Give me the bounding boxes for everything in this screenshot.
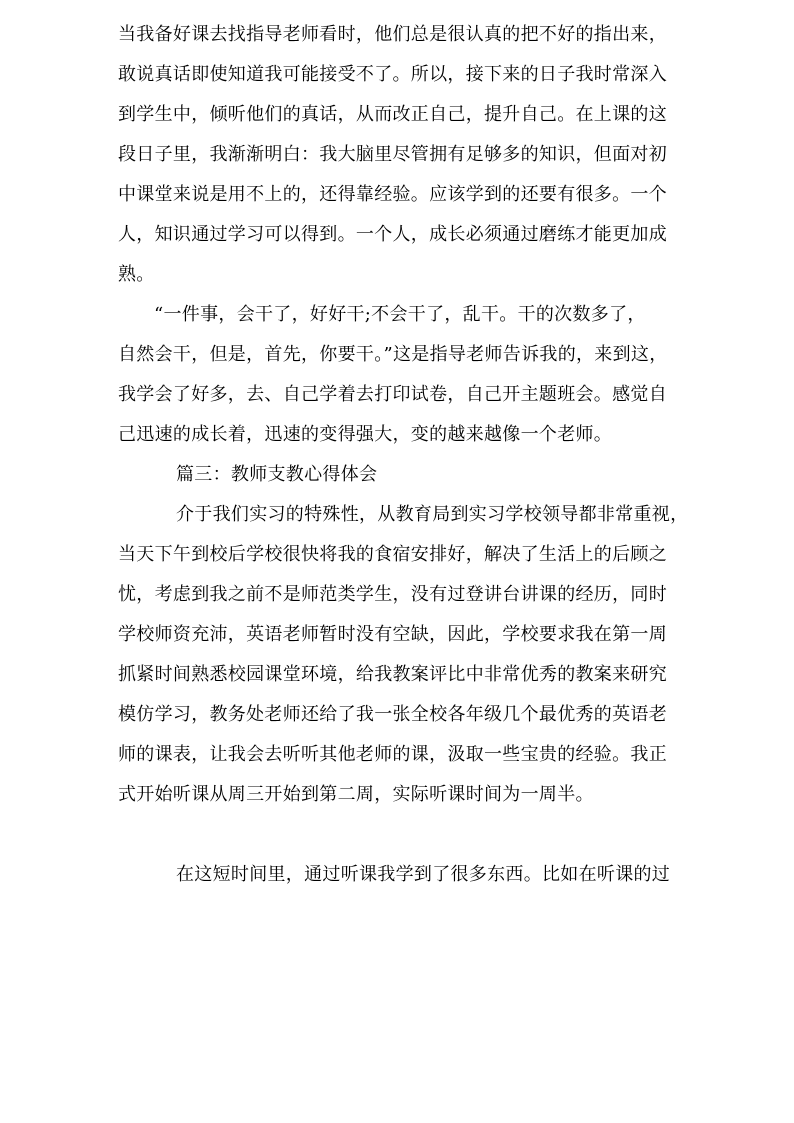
paragraph-line: 熟。 [118, 264, 155, 285]
paragraph-line: 敢说真话即使知道我可能接受不了。所以，接下来的日子我时常深入 [118, 64, 667, 85]
paragraph-line: 忧，考虑到我之前不是师范类学生，没有过登讲台讲课的经历，同时 [118, 584, 667, 605]
paragraph-line: 中课堂来说是用不上的，还得靠经验。应该学到的还要有很多。一个 [118, 184, 667, 205]
paragraph-line: 己迅速的成长着，迅速的变得强大，变的越来越像一个老师。 [118, 424, 613, 445]
paragraph-line: 人，知识通过学习可以得到。一个人，成长必须通过磨练才能更加成 [118, 224, 667, 245]
paragraph-line: 在这短时间里，通过听课我学到了很多东西。比如在听课的过 [176, 864, 671, 885]
paragraph-line: 自然会干，但是，首先，你要干。”这是指导老师告诉我的，来到这， [118, 344, 668, 365]
paragraph-line: 我学会了好多，去、自己学着去打印试卷，自己开主题班会。感觉自 [118, 384, 667, 405]
paragraph-line: 到学生中，倾听他们的真话，从而改正自己，提升自己。在上课的这 [118, 104, 667, 125]
paragraph-line: 当我备好课去找指导老师看时，他们总是很认真的把不好的指出来， [118, 24, 667, 45]
paragraph-line: 师的课表，让我会去听听其他老师的课，汲取一些宝贵的经验。我正 [118, 744, 667, 765]
paragraph-line: “一件事，会干了，好好干;不会干了，乱干。干的次数多了， [154, 304, 646, 325]
paragraph-line: 模仿学习，教务处老师还给了我一张全校各年级几个最优秀的英语老 [118, 704, 667, 725]
section-heading: 篇三：教师支教心得体会 [176, 464, 378, 485]
paragraph-line: 学校师资充沛，英语老师暂时没有空缺，因此，学校要求我在第一周 [118, 624, 667, 645]
paragraph-line: 当天下午到校后学校很快将我的食宿安排好，解决了生活上的后顾之 [118, 544, 667, 565]
paragraph-line: 式开始听课从周三开始到第二周，实际听课时间为一周半。 [118, 784, 594, 805]
paragraph-line: 介于我们实习的特殊性，从教育局到实习学校领导都非常重视， [176, 504, 689, 525]
paragraph-line: 段日子里，我渐渐明白：我大脑里尽管拥有足够多的知识，但面对初 [118, 144, 667, 165]
paragraph-line: 抓紧时间熟悉校园课堂环境，给我教案评比中非常优秀的教案来研究 [118, 664, 667, 685]
